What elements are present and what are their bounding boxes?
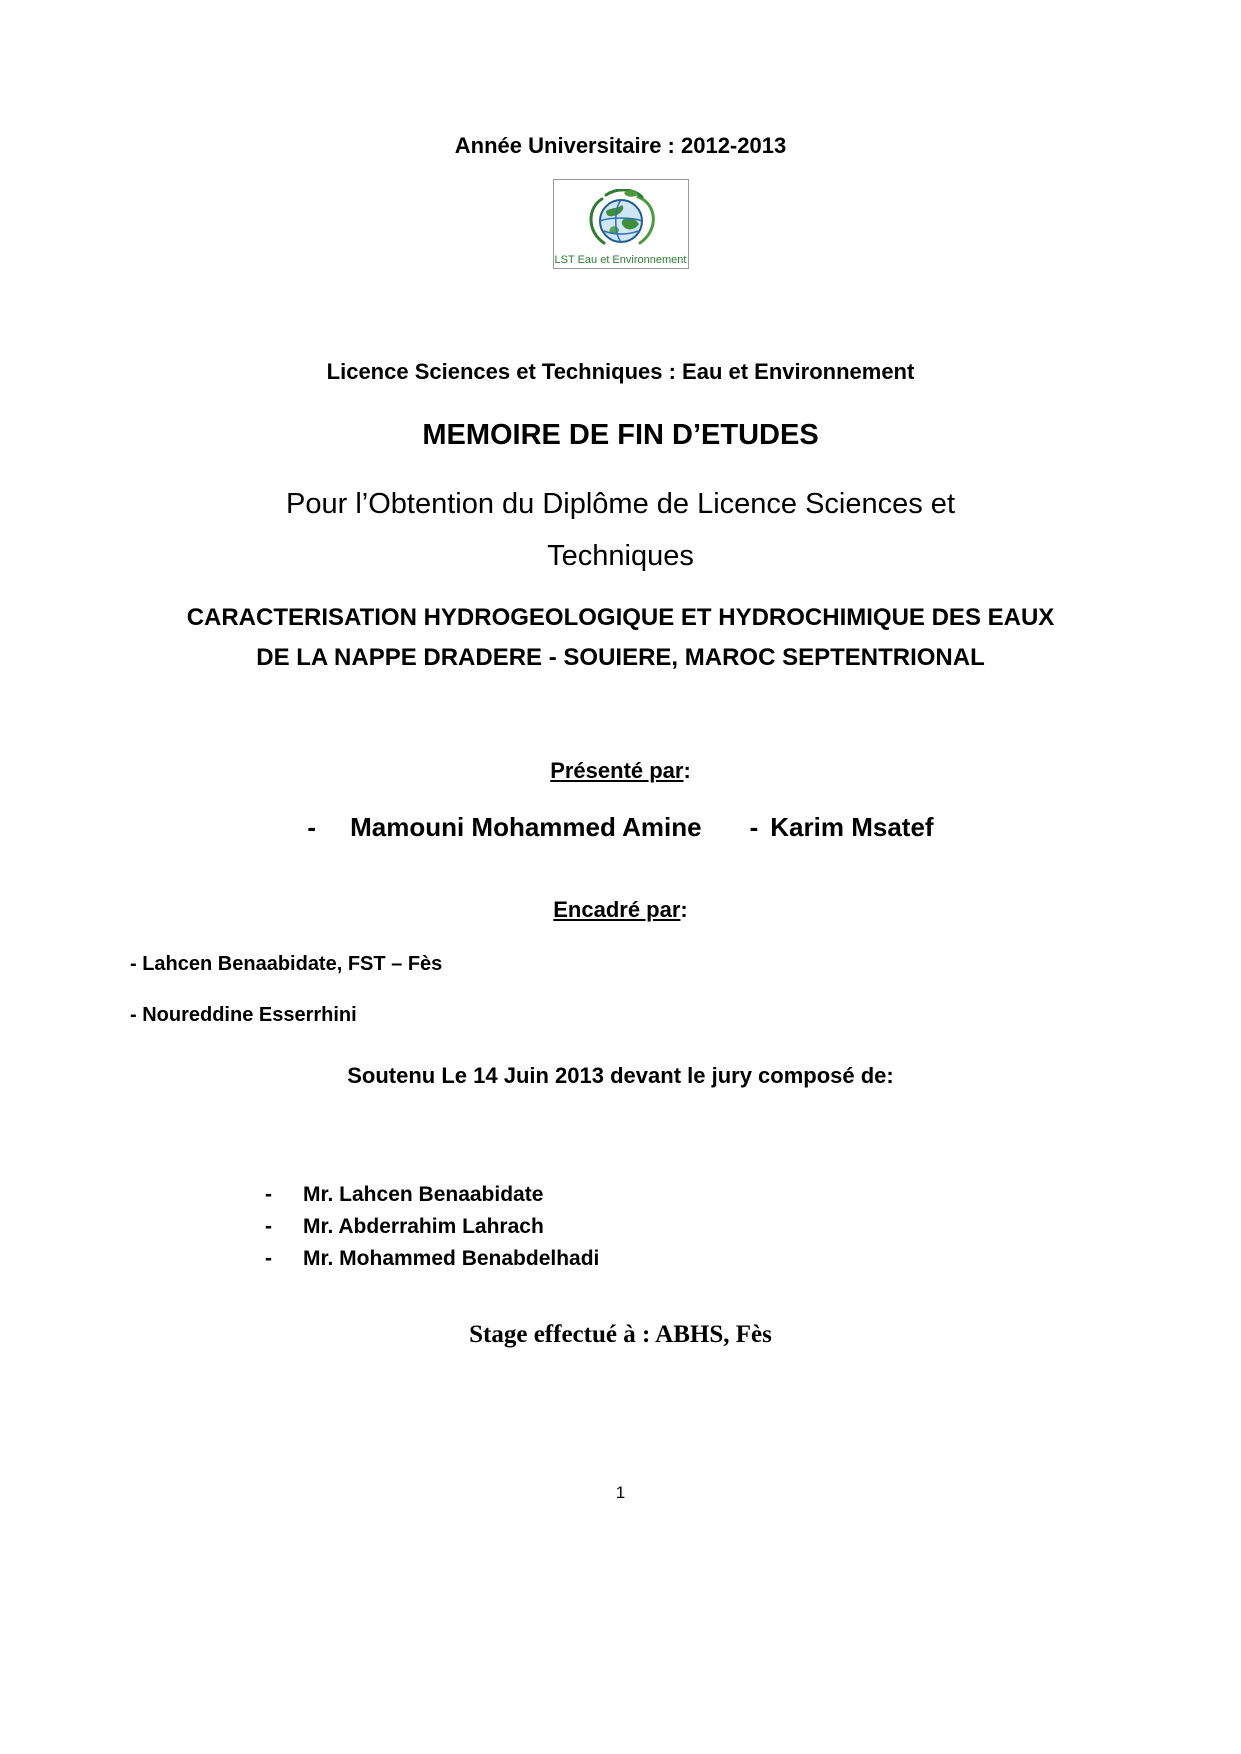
supervisor-line: - Lahcen Benaabidate, FST – Fès xyxy=(130,953,443,975)
supervisors-list xyxy=(130,953,1241,1027)
jury-item xyxy=(265,1179,1241,1211)
author-name-1: Mamouni Mohammed Amine xyxy=(350,812,702,842)
jury-dash: - xyxy=(265,1247,272,1270)
jury-item xyxy=(265,1243,1241,1275)
jury-member-name: Mr. Mohammed Benabdelhadi xyxy=(303,1247,600,1270)
author-name-2: Karim Msatef xyxy=(770,812,934,842)
supervised-by-label xyxy=(0,897,1241,923)
academic-year-line: Année Universitaire : 2012-2013 xyxy=(454,133,787,158)
presented-by-label-text: Présenté par xyxy=(550,758,684,783)
author-dash-1: - xyxy=(307,812,317,842)
subtitle xyxy=(0,478,1241,582)
globe-leaf-icon xyxy=(566,189,676,253)
jury-member-name: Mr. Abderrahim Lahrach xyxy=(303,1215,544,1238)
presented-by-colon: : xyxy=(683,758,691,783)
program-line: Licence Sciences et Techniques : Eau et Environnement xyxy=(326,359,915,384)
jury-dash: - xyxy=(265,1183,272,1206)
author-dash-2: - xyxy=(749,812,759,842)
supervisor-line: - Noureddine Esserrhini xyxy=(130,1004,357,1026)
jury-list xyxy=(265,1179,1241,1275)
subtitle-line-1: Pour l’Obtention du Diplôme de Licence Sciences et xyxy=(286,488,955,520)
supervised-by-label-text: Encadré par xyxy=(553,897,681,922)
authors-line xyxy=(0,812,1241,843)
supervised-by-colon: : xyxy=(680,897,688,922)
defense-line: Soutenu Le 14 Juin 2013 devant le jury composé de: xyxy=(347,1063,894,1088)
thesis-title xyxy=(0,598,1241,678)
thesis-title-line-1: CARACTERISATION HYDROGEOLOGIQUE ET HYDROCHIMIQUE DES EAUX xyxy=(186,604,1055,631)
thesis-title-line-2: DE LA NAPPE DRADERE - SOUIERE, MAROC SEPTENTRIONAL xyxy=(256,644,985,671)
jury-member-name: Mr. Lahcen Benaabidate xyxy=(303,1183,544,1206)
main-title: MEMOIRE DE FIN D’ETUDES xyxy=(422,419,819,451)
jury-item xyxy=(265,1211,1241,1243)
subtitle-line-2: Techniques xyxy=(547,540,694,572)
jury-dash: - xyxy=(265,1215,272,1238)
internship-line: Stage effectué à : ABHS, Fès xyxy=(469,1321,772,1348)
presented-by-label xyxy=(0,758,1241,784)
logo-caption: LST Eau et Environnement xyxy=(554,254,687,266)
page-number: 1 xyxy=(615,1483,626,1502)
lst-logo xyxy=(553,179,689,269)
